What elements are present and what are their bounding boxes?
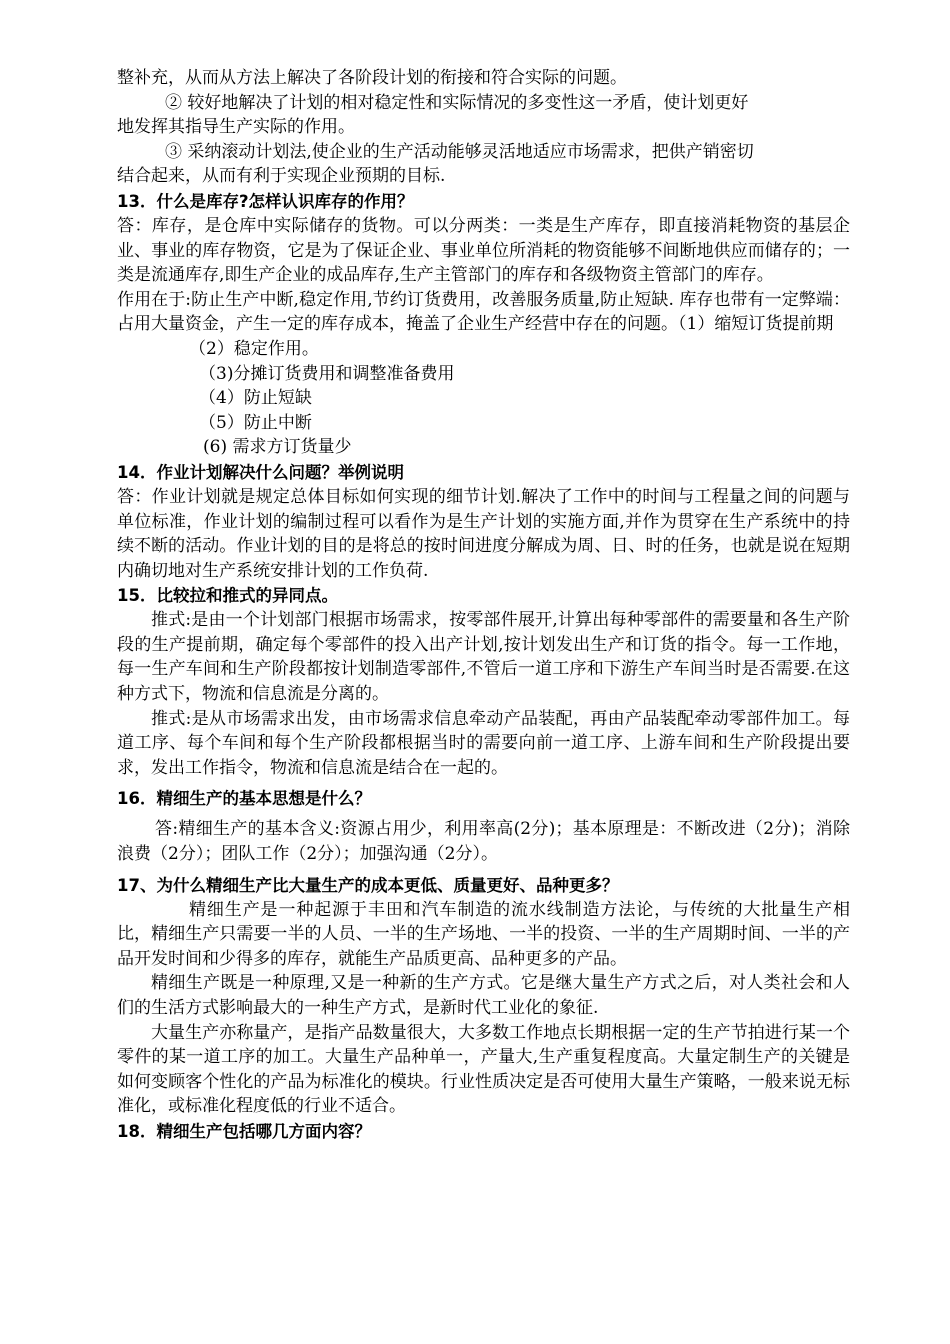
- text-line: ③ 采纳滚动计划法,使企业的生产活动能够灵活地适应市场需求，把供产销密切: [165, 141, 754, 162]
- text-line: 地发挥其指导生产实际的作用。: [117, 117, 355, 138]
- list-item: （3)分摊订货费用和调整准备费用: [199, 363, 455, 384]
- question-17-paragraph: 精细生产既是一种原理,又是一种新的生产方式。它是继大量生产方式之后，对人类社会和人们的生活方式影响最大的一种生产方式，是新时代工业化的象征.: [117, 973, 850, 1018]
- list-item: （5）防止中断: [199, 412, 312, 433]
- list-item: （4）防止短缺: [199, 388, 312, 409]
- question-13-title: 13．什么是库存?怎样认识库存的作用？: [117, 191, 414, 211]
- question-13-list: [117, 337, 850, 460]
- question-17-paragraph: 精细生产是一种起源于丰田和汽车制造的流水线制造方法论，与传统的大批量生产相比，精细生产只需要一半的人员、一半的生产场地、一半的投资、一半的生产周期时间、一半的产品开发时间和少得多的库存，就能生产品质更高、品种更多的产品。: [117, 899, 850, 969]
- question-17-paragraph: 大量生产亦称量产，是指产品数量很大，大多数工作地点长期根据一定的生产节拍进行某一个零件的某一道工序的加工。大量生产品种单一，产量大,生产重复程度高。大量定制生产的关键是如何变顾客个性化的产品为标准化的模块。行业性质决定是否可使用大量生产策略，一般来说无标准化，或标准化程度低的行业不适合。: [117, 1022, 850, 1117]
- question-13-role: 作用在于:防止生产中断,稳定作用,节约订货费用，改善服务质量,防止短缺. 库存也带有一定弊端：占用大量资金，产生一定的库存成本，掩盖了企业生产经营中存在的问题。（1）缩短订货提前期: [117, 289, 850, 335]
- question-18-title: 18．精细生产包括哪几方面内容？: [117, 1121, 371, 1141]
- question-13-answer: 答：库存，是仓库中实际储存的货物。可以分两类：一类是生产库存，即直接消耗物资的基层企业、事业的库存物资，它是为了保证企业、事业单位所消耗的物资能够不间断地供应而储存的；一类是流通库存,即生产企业的成品库存,生产主管部门的库存和各级物资主管部门的库存。: [117, 215, 850, 286]
- list-item: （2）稳定作用。: [189, 338, 319, 359]
- question-17-title: 17、为什么精细生产比大量生产的成本更低、质量更好、品种更多？: [117, 875, 619, 895]
- text-line: 整补充，从而从方法上解决了各阶段计划的衔接和符合实际的问题。: [117, 68, 627, 88]
- question-14-title: 14．作业计划解决什么问题？举例说明: [117, 462, 404, 482]
- question-15-paragraph: 推式:是由一个计划部门根据市场需求，按零部件展开,计算出每种零部件的需要量和各生产阶段的生产提前期，确定每个零部件的投入出产计划,按计划发出生产和订货的指令。每一工作地，每一生产车间和生产阶段都按计划制造零部件,不管后一道工序和下游生产车间当时是否需要.在这种方式下，物流和信息流是分离的。: [117, 610, 850, 705]
- question-15-paragraph: 推式:是从市场需求出发，由市场需求信息牵动产品装配，再由产品装配牵动零部件加工。每道工序、每个车间和每个生产阶段都根据当时的需要向前一道工序、上游车间和生产阶段提出要求，发出工作指令，物流和信息流是结合在一起的。: [117, 708, 850, 778]
- question-16-answer: 答:精细生产的基本含义:资源占用少，利用率高(2分)；基本原理是：不断改进（2分)；消除浪费（2分）；团队工作（2分）；加强沟通（2分）。: [117, 819, 850, 865]
- text-line: 结合起来，从而有利于实现企业预期的目标.: [117, 166, 446, 187]
- text-line: ② 较好地解决了计划的相对稳定性和实际情况的多变性这一矛盾，使计划更好: [165, 92, 749, 113]
- list-item: (6) 需求方订货量少: [203, 437, 352, 458]
- question-16-title: 16．精细生产的基本思想是什么？: [117, 789, 371, 809]
- question-15-title: 15．比较拉和推式的异同点。: [117, 586, 338, 606]
- question-14-answer: 答：作业计划就是规定总体目标如何实现的细节计划.解决了工作中的时间与工程量之间的问题与单位标准，作业计划的编制过程可以看作为是生产计划的实施方面,并作为贯穿在生产系统中的持续不断的活动。作业计划的目的是将总的按时间进度分解成为周、日、时的任务，也就是说在短期内确切地对生产系统安排计划的工作负荷.: [117, 486, 850, 581]
